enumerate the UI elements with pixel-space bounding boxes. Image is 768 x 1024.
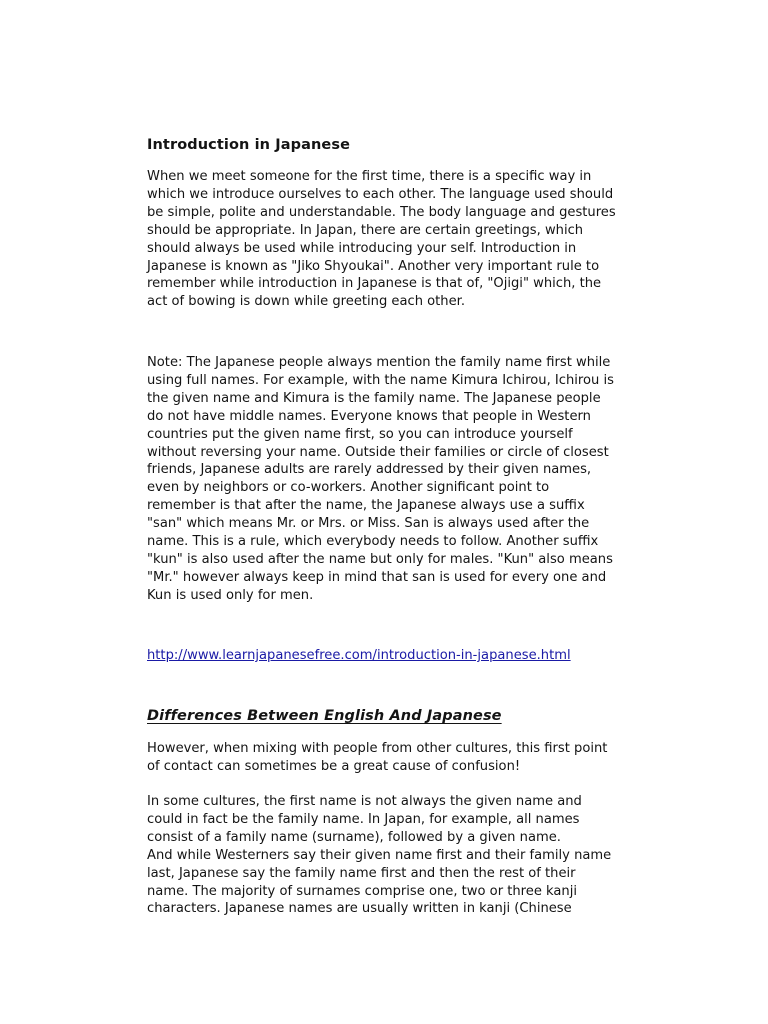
text-line: using full names. For example, with the name Kimura Ichirou, Ichirou is [147, 372, 614, 388]
text-line: And while Westerners say their given name first and their family name [147, 847, 612, 863]
text-line: do not have middle names. Everyone knows that people in Western [147, 408, 591, 424]
text-line: act of bowing is down while greeting each other. [147, 294, 466, 310]
text-line: Japanese is known as "Jiko Shyoukai". Another very important rule to [147, 258, 600, 274]
text-line: "san" which means Mr. or Mrs. or Miss. San is always used after the [147, 516, 590, 532]
text-line: could in fact be the family name. In Japan, for example, all names [147, 811, 580, 827]
differences-paragraph-2 [147, 793, 611, 918]
text-line: name. This is a rule, which everybody needs to follow. Another suffix [147, 534, 599, 550]
text-line: friends, Japanese adults are rarely addressed by their given names, [147, 462, 592, 478]
text-line: name. The majority of surnames comprise one, two or three kanji [147, 883, 577, 899]
differences-paragraph-1 [147, 740, 607, 776]
text-line: "kun" is also used after the name but only for males. "Kun" also means [147, 551, 613, 567]
text-line: of contact can sometimes be a great cause of confusion! [147, 758, 521, 774]
text-line: which we introduce ourselves to each other. The language used should [147, 186, 614, 202]
text-line: without reversing your name. Outside their families or circle of closest [147, 444, 609, 460]
text-line: even by neighbors or co-workers. Another significant point to [147, 480, 550, 496]
text-line: However, when mixing with people from other cultures, this first point [147, 741, 608, 756]
text-line: characters. Japanese names are usually written in kanji (Chinese [147, 901, 572, 917]
text-line: consist of a family name (surname), followed by a given name. [147, 829, 561, 845]
text-line: be simple, polite and understandable. The body language and gestures [147, 204, 616, 220]
text-line: "Mr." however always keep in mind that san is used for every one and [147, 569, 607, 585]
text-line: should be appropriate. In Japan, there are certain greetings, which [147, 222, 584, 238]
text-line: When we meet someone for the first time, there is a specific way in [147, 169, 592, 184]
text-line: the given name and Kimura is the family name. The Japanese people [147, 390, 601, 406]
text-line: countries put the given name first, so you can introduce yourself [147, 426, 573, 442]
note-paragraph [147, 354, 614, 605]
text-line: remember while introduction in Japanese is that of, "Ojigi" which, the [147, 276, 602, 292]
text-line: Note: The Japanese people always mention the family name first while [147, 355, 611, 370]
text-line: remember is that after the name, the Japanese always use a suffix [147, 498, 585, 514]
section-title-introduction: Introduction in Japanese [147, 137, 350, 153]
intro-paragraph [147, 168, 616, 311]
text-line: should always be used while introducing your self. Introduction in [147, 240, 577, 256]
text-line: In some cultures, the first name is not always the given name and [147, 794, 582, 809]
text-line: last, Japanese say the family name first and then the rest of their [147, 865, 576, 881]
source-link[interactable]: http://www.learnjapanesefree.com/introduction-in-japanese.html [147, 648, 571, 663]
text-line: Kun is used only for men. [147, 587, 314, 603]
section-title-differences: Differences Between English And Japanese [147, 708, 502, 724]
